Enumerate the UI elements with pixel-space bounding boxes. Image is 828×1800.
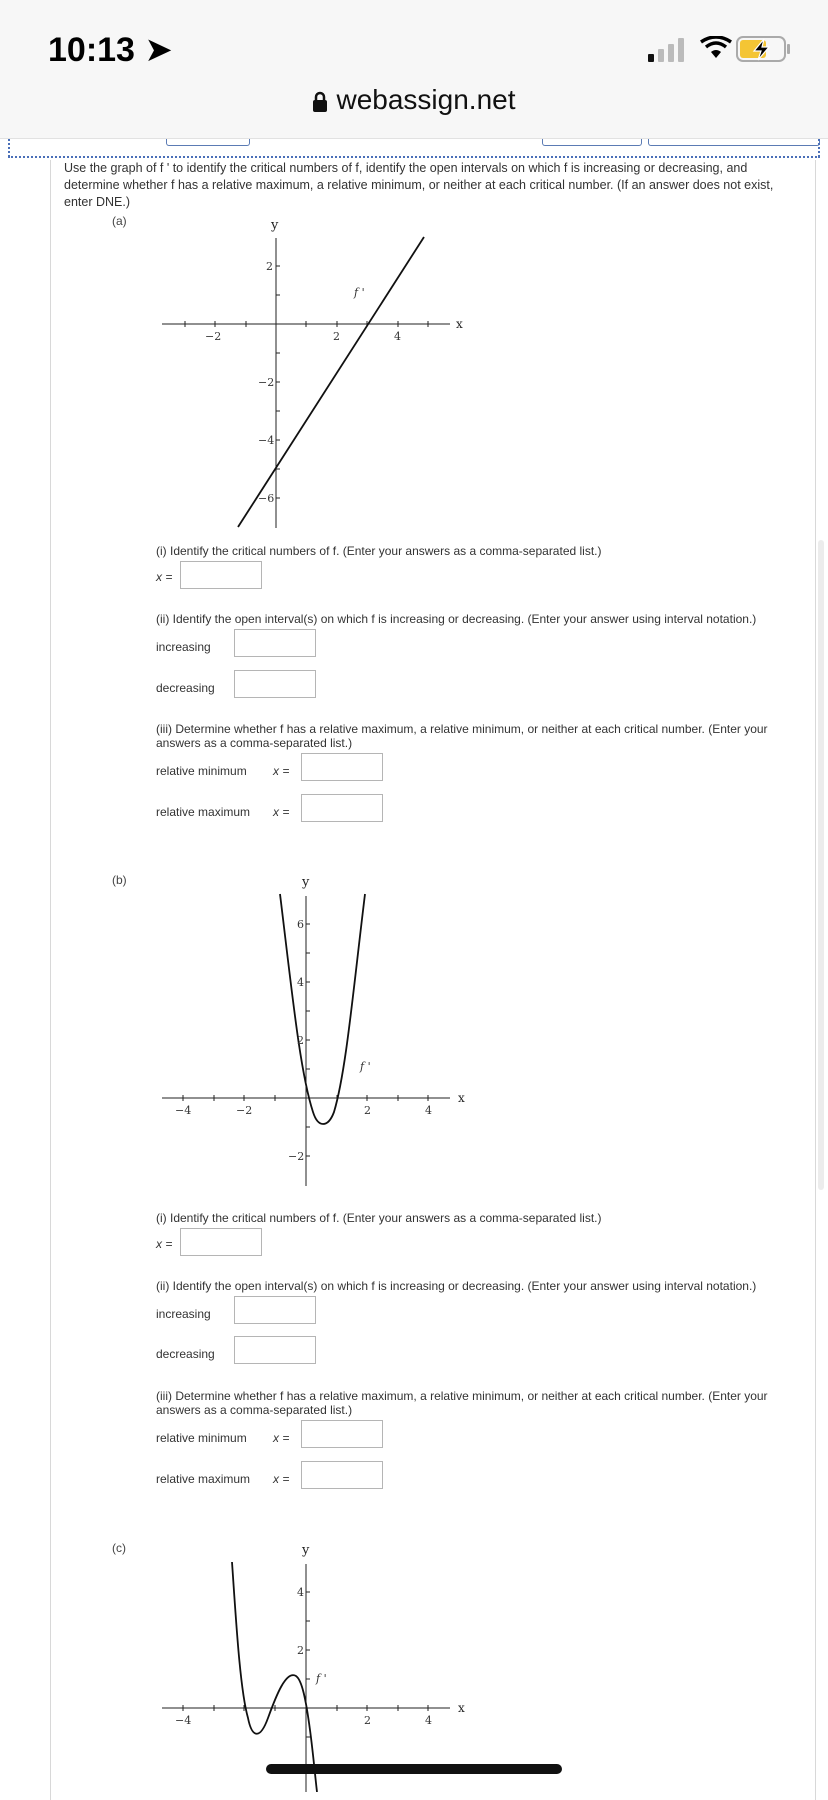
curve-label: f ' xyxy=(360,1060,371,1073)
y-tick-label: −2 xyxy=(258,376,275,389)
lock-icon xyxy=(312,91,328,113)
graph-c xyxy=(160,1540,470,1792)
x-tick-label: 2 xyxy=(333,330,340,343)
wifi-icon xyxy=(700,36,732,60)
graph-a xyxy=(160,212,470,530)
part-c-label: (c) xyxy=(112,1541,126,1555)
y-tick-label: −2 xyxy=(288,1150,305,1163)
y-tick-label: −4 xyxy=(258,434,275,447)
x-tick-label: 4 xyxy=(394,330,401,343)
battery-charging-icon xyxy=(736,36,792,62)
decreasing-input[interactable] xyxy=(234,670,316,698)
f-prime-curve xyxy=(280,894,365,1124)
relative-minimum-input[interactable] xyxy=(301,753,383,781)
x-equals-label: x = xyxy=(273,805,290,819)
critical-numbers-input[interactable] xyxy=(180,1228,262,1256)
x-axis-label: x xyxy=(458,1701,465,1715)
relative-minimum-label: relative minimum xyxy=(156,1431,247,1445)
relative-minimum-input[interactable] xyxy=(301,1420,383,1448)
x-tick-label: 4 xyxy=(425,1104,432,1117)
focus-outline-left xyxy=(8,139,10,157)
home-indicator[interactable] xyxy=(266,1764,562,1774)
question-critical-numbers: (i) Identify the critical numbers of f. (Enter your answers as a comma-separated list.) xyxy=(156,1211,602,1225)
x-equals-label: x = xyxy=(156,570,173,584)
f-prime-curve xyxy=(232,1562,317,1792)
y-tick-label: 4 xyxy=(297,976,304,989)
toolbar-button-stub[interactable] xyxy=(166,139,250,146)
browser-status-bar xyxy=(0,0,828,139)
increasing-label: increasing xyxy=(156,1307,211,1321)
signal-icon xyxy=(648,38,688,62)
relative-maximum-label: relative maximum xyxy=(156,805,251,819)
focus-outline-right xyxy=(818,139,820,157)
y-tick-label: 2 xyxy=(297,1644,304,1657)
y-tick-label: 2 xyxy=(266,260,273,273)
curve-label: f ' xyxy=(354,286,365,299)
x-equals-label: x = xyxy=(156,1237,173,1251)
increasing-input[interactable] xyxy=(234,1296,316,1324)
graph-b xyxy=(160,872,470,1190)
address-bar[interactable]: webassign.net xyxy=(0,84,828,116)
y-tick-label: 4 xyxy=(297,1586,304,1599)
decreasing-label: decreasing xyxy=(156,1347,215,1361)
relative-maximum-label: relative maximum xyxy=(156,1472,251,1486)
critical-numbers-input[interactable] xyxy=(180,561,262,589)
location-icon: ➤ xyxy=(144,31,173,69)
page-scrollbar[interactable] xyxy=(818,540,824,1190)
y-tick-label: 2 xyxy=(297,1034,304,1047)
x-axis-label: x xyxy=(456,317,463,331)
part-a-label: (a) xyxy=(112,214,127,228)
question-intervals: (ii) Identify the open interval(s) on which f is increasing or decreasing. (Enter your answer using interval notation.) xyxy=(156,1279,757,1293)
toolbar-button-stub[interactable] xyxy=(648,139,820,146)
relative-maximum-input[interactable] xyxy=(301,1461,383,1489)
y-axis-label: y xyxy=(271,218,279,233)
x-axis-label: x xyxy=(458,1091,465,1105)
x-tick-label: 2 xyxy=(364,1714,371,1727)
y-axis-label: y xyxy=(302,875,310,890)
x-tick-label: −2 xyxy=(236,1104,253,1117)
x-tick-label: −2 xyxy=(205,330,222,343)
question-instructions: Use the graph of f ' to identify the critical numbers of f, identify the open intervals on which f is increasing or decreasing, and determine whether f has a relative maximum, a relative minimum, or neither at each critical number. (If an answer does not exist, enter DNE.) xyxy=(64,161,774,209)
part-b-label: (b) xyxy=(112,873,127,887)
decreasing-input[interactable] xyxy=(234,1336,316,1364)
y-tick-label: −6 xyxy=(258,492,275,505)
x-tick-label: 4 xyxy=(425,1714,432,1727)
x-equals-label: x = xyxy=(273,764,290,778)
tick-marks xyxy=(185,266,428,498)
focus-outline xyxy=(8,156,820,158)
relative-maximum-input[interactable] xyxy=(301,794,383,822)
x-equals-label: x = xyxy=(273,1472,290,1486)
decreasing-label: decreasing xyxy=(156,681,215,695)
y-tick-label: 6 xyxy=(297,918,304,931)
curve-label: f ' xyxy=(316,1672,327,1685)
question-critical-numbers: (i) Identify the critical numbers of f. (Enter your answers as a comma-separated list.) xyxy=(156,544,602,558)
question-extrema: (iii) Determine whether f has a relative maximum, a relative minimum, or neither at each critical number. (Enter your answers as a comma-separated list.) xyxy=(156,1389,768,1417)
x-tick-label: −4 xyxy=(175,1104,192,1117)
question-extrema: (iii) Determine whether f has a relative maximum, a relative minimum, or neither at each critical number. (Enter your answers as a comma-separated list.) xyxy=(156,722,768,750)
x-tick-label: −4 xyxy=(175,1714,192,1727)
clock: 10:13 ➤ xyxy=(48,31,173,69)
relative-minimum-label: relative minimum xyxy=(156,764,247,778)
increasing-input[interactable] xyxy=(234,629,316,657)
y-axis-label: y xyxy=(302,1543,310,1558)
x-tick-label: 2 xyxy=(364,1104,371,1117)
toolbar-button-stub[interactable] xyxy=(542,139,642,146)
increasing-label: increasing xyxy=(156,640,211,654)
question-intervals: (ii) Identify the open interval(s) on which f is increasing or decreasing. (Enter your answer using interval notation.) xyxy=(156,612,757,626)
x-equals-label: x = xyxy=(273,1431,290,1445)
